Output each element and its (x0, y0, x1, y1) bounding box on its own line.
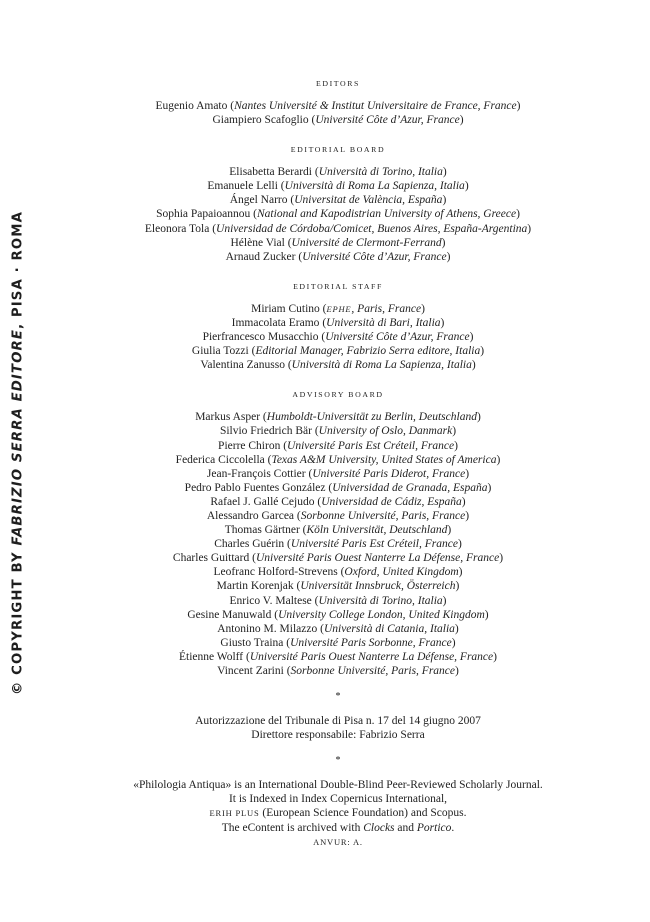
member-affiliation: Università di Torino, Italia (318, 166, 443, 179)
member-entry: Markus Asper (Humboldt-Universität zu Berlin, Deutschland) (195, 411, 481, 424)
member-name: Giampiero Scafoglio (212, 114, 309, 127)
member-name: Elisabetta Berardi (229, 166, 312, 179)
member-entry: Silvio Friedrich Bär (University of Oslo, Danmark) (219, 425, 457, 438)
member-entry: Alessandro Garcea (Sorbonne Université, Paris, France) (206, 509, 470, 522)
editorial-staff-list (86, 302, 590, 372)
member-affiliation: Nantes Université & Institut Universitaire de France, France (234, 100, 517, 112)
member-affiliation: Texas A&M University, United States of America (271, 453, 497, 466)
member-affiliation: University College London, United Kingdom (278, 608, 485, 621)
member-name: Antonino M. Milazzo (217, 622, 318, 635)
member-entry: Thomas Gärtner (Köln Universität, Deutschland) (224, 524, 452, 537)
member-name: Arnaud Zucker (225, 250, 296, 263)
member-name: Leofranc Holford-Strevens (213, 566, 338, 579)
member-affiliation: Université de Clermont-Ferrand (291, 236, 442, 249)
member-name: Étienne Wolff (179, 650, 244, 663)
member-affiliation: Université Paris Ouest Nanterre La Défense, France (255, 552, 500, 565)
editors-heading: EDITORS (316, 79, 360, 88)
member-name: Gesine Manuwald (187, 608, 272, 621)
member-name: Giulia Tozzi (191, 345, 249, 358)
member-name: Jean-François Cottier (206, 467, 306, 480)
member-entry: Jean-François Cottier (Université Paris Diderot, France) (206, 467, 470, 480)
masthead (86, 78, 590, 849)
member-name: Rafael J. Gallé Cejudo (210, 495, 315, 508)
responsible-director: Direttore responsabile: Fabrizio Serra (251, 729, 425, 742)
editorial-staff-heading: EDITORIAL STAFF (293, 281, 383, 291)
member-entry: Elisabetta Berardi (Università di Torino, Italia) (229, 166, 447, 179)
member-name: Silvio Friedrich Bär (219, 425, 312, 438)
member-entry: Charles Guérin (Université Paris Est Créteil, France) (214, 538, 462, 551)
member-name: Charles Guérin (214, 538, 285, 551)
member-entry: Arnaud Zucker (Université Côte d’Azur, France) (225, 250, 451, 263)
member-entry: Eleonora Tola (Universidad de Córdoba/Comicet, Buenos Aires, España-Argentina) (144, 222, 532, 235)
member-affiliation: Humboldt-Universität zu Berlin, Deutschland (266, 411, 477, 424)
member-entry: Eugenio Amato (Nantes Université & Institut Universitaire de France, France) (155, 100, 521, 112)
member-name: Pedro Pablo Fuentes González (184, 481, 326, 494)
member-name: Ángel Narro (229, 194, 288, 207)
member-affiliation: Université Côte d’Azur, France (315, 114, 460, 127)
advisory-board-list (86, 410, 590, 678)
editorial-board-list (86, 165, 590, 264)
member-name: Charles Guittard (172, 552, 250, 565)
member-entry: Giusto Traina (Université Paris Sorbonne, France) (220, 636, 456, 649)
member-name: Vincent Zarini (217, 665, 284, 677)
indexing-line-2: It is Indexed in Index Copernicus International, (228, 793, 448, 806)
member-affiliation: Université Paris Ouest Nanterre La Défense, France (249, 650, 494, 663)
member-affiliation: Universitat de València, España (294, 194, 443, 207)
member-affiliation: Universidad de Córdoba/Comicet, Buenos Aires, España-Argentina (216, 222, 528, 235)
member-affiliation: Oxford, United Kingdom (344, 566, 459, 579)
member-entry: Charles Guittard (Université Paris Ouest Nanterre La Défense, France) (172, 552, 504, 565)
indexing-line-3: ERIH PLUS (European Science Foundation) and Scopus. (209, 807, 467, 820)
member-entry: Emanuele Lelli (Università di Roma La Sapienza, Italia) (207, 180, 469, 193)
member-name: Hélène Vial (230, 236, 285, 249)
member-name: Thomas Gärtner (224, 524, 300, 537)
member-affiliation: EPHE, Paris, France (326, 302, 422, 315)
member-entry: Valentina Zanusso (Università di Roma La Sapienza, Italia) (200, 359, 476, 372)
member-affiliation: National and Kapodistrian University of Athens, Greece (257, 208, 517, 221)
member-name: Markus Asper (195, 411, 261, 424)
member-entry: Ángel Narro (Universitat de València, España) (229, 194, 447, 207)
member-name: Giusto Traina (220, 636, 284, 649)
member-affiliation: Universität Innsbruck, Österreich (300, 580, 456, 593)
member-name: Sophia Papaioannou (156, 208, 251, 221)
indexing-line-1: «Philologia Antiqua» is an International Double-Blind Peer-Reviewed Scholarly Journal. (133, 779, 543, 792)
member-affiliation: Università di Roma La Sapienza, Italia (291, 359, 472, 372)
member-entry: Giulia Tozzi (Editorial Manager, Fabrizio Serra editore, Italia) (191, 345, 485, 358)
member-entry: Federica Ciccolella (Texas A&M University, United States of America) (175, 453, 501, 466)
member-name: Miriam Cutino (251, 302, 320, 315)
member-entry: Martin Korenjak (Universität Innsbruck, Österreich) (216, 580, 460, 593)
member-entry: Enrico V. Maltese (Università di Torino, Italia) (229, 594, 447, 607)
member-affiliation: Université Côte d’Azur, France (302, 250, 447, 263)
member-entry: Vincent Zarini (Sorbonne Université, Paris, France) (217, 665, 459, 677)
member-affiliation: Université Paris Sorbonne, France (290, 636, 452, 649)
member-entry: Leofranc Holford-Strevens (Oxford, United Kingdom) (213, 566, 463, 579)
member-entry: Rafael J. Gallé Cejudo (Universidad de Cádiz, España) (210, 495, 466, 508)
divider-star: * (335, 755, 341, 767)
member-affiliation: Universidad de Cádiz, España (321, 495, 462, 508)
member-affiliation: Université Paris Diderot, France (312, 467, 466, 480)
member-affiliation: Sorbonne Université, Paris, France (290, 665, 456, 677)
member-affiliation: University of Oslo, Danmark (318, 425, 453, 438)
court-authorization: Autorizzazione del Tribunale di Pisa n. 17 del 14 giugno 2007 (195, 715, 481, 728)
advisory-board-heading: ADVISORY BOARD (292, 390, 384, 400)
member-entry: Gesine Manuwald (University College London, United Kingdom) (187, 608, 489, 621)
member-affiliation: Université Paris Est Créteil, France (287, 439, 455, 452)
member-name: Federica Ciccolella (175, 453, 265, 466)
indexing-line-4: The eContent is archived with Clocks and Portico. (221, 821, 455, 834)
copyright-notice: © COPYRIGHT BY FABRIZIO SERRA EDITORE, PISA · ROMA (10, 211, 26, 695)
member-affiliation: Editorial Manager, Fabrizio Serra editore, Italia (255, 345, 481, 358)
member-entry: Sophia Papaioannou (National and Kapodistrian University of Athens, Greece) (156, 208, 520, 221)
member-name: Valentina Zanusso (200, 359, 285, 372)
member-entry: Antonino M. Milazzo (Università di Catania, Italia) (217, 622, 459, 635)
member-name: Immacolata Eramo (231, 316, 320, 329)
member-entry: Pedro Pablo Fuentes González (Universidad de Granada, España) (184, 481, 492, 494)
member-entry: Giampiero Scafoglio (Université Côte d’Azur, France) (212, 114, 464, 127)
editors-list (86, 99, 590, 127)
member-entry: Miriam Cutino (EPHE, Paris, France) (251, 302, 425, 315)
member-affiliation: Università di Bari, Italia (326, 316, 441, 329)
member-entry: Étienne Wolff (Université Paris Ouest Nanterre La Défense, France) (179, 650, 497, 663)
member-affiliation: Université Paris Est Créteil, France (290, 538, 458, 551)
member-affiliation: Université Côte d’Azur, France (325, 331, 470, 344)
member-affiliation: Köln Universität, Deutschland (306, 524, 448, 537)
copyright-sidebar (8, 211, 28, 695)
member-name: Martin Korenjak (216, 580, 294, 593)
divider-star: * (335, 691, 341, 703)
member-entry: Pierfrancesco Musacchio (Université Côte d’Azur, France) (202, 331, 474, 344)
member-affiliation: Università di Torino, Italia (318, 594, 443, 607)
member-name: Alessandro Garcea (206, 509, 295, 522)
member-affiliation: Università di Catania, Italia (323, 622, 455, 635)
anvur-rating: ANVUR: A. (313, 836, 363, 847)
member-name: Emanuele Lelli (207, 180, 278, 193)
member-name: Eleonora Tola (144, 222, 210, 235)
member-entry: Immacolata Eramo (Università di Bari, Italia) (231, 316, 445, 329)
member-name: Pierfrancesco Musacchio (202, 331, 319, 344)
member-name: Enrico V. Maltese (229, 594, 312, 607)
member-entry: Pierre Chiron (Université Paris Est Créteil, France) (218, 439, 458, 452)
member-name: Pierre Chiron (218, 439, 281, 452)
editorial-board-heading: EDITORIAL BOARD (290, 145, 386, 155)
member-affiliation: Università di Roma La Sapienza, Italia (284, 180, 465, 193)
member-entry: Hélène Vial (Université de Clermont-Ferrand) (230, 236, 446, 249)
member-name: Eugenio Amato (155, 100, 228, 112)
member-affiliation: Universidad de Granada, España (332, 481, 488, 494)
member-affiliation: Sorbonne Université, Paris, France (300, 509, 466, 522)
